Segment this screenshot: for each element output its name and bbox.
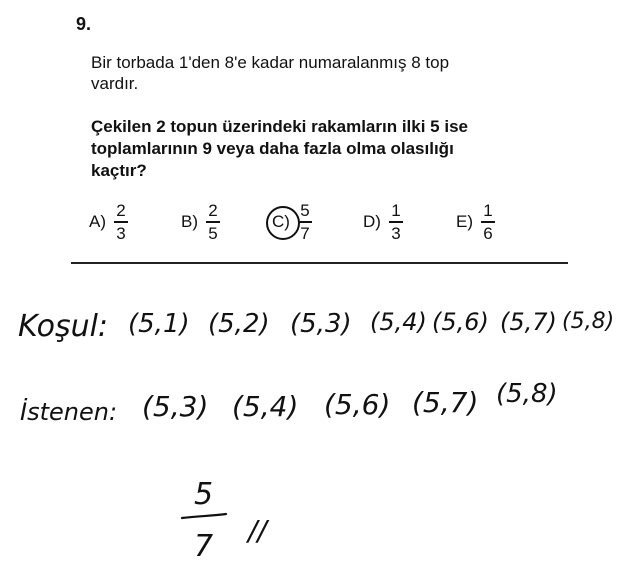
numerator: 5 bbox=[300, 201, 310, 220]
stem-line-2: vardır. bbox=[91, 74, 139, 93]
prompt-line-3: kaçtır? bbox=[91, 161, 147, 180]
denominator: 6 bbox=[483, 224, 493, 243]
option-letter: C) bbox=[272, 212, 290, 231]
istenen-pair: (5,4) bbox=[232, 390, 299, 423]
kosul-pair: (5,4) bbox=[370, 308, 427, 336]
kosul-pair: (5,7) bbox=[500, 308, 557, 336]
stem-line-1: Bir torbada 1'den 8'e kadar numaralanmış 8 top bbox=[91, 53, 450, 72]
denominator: 7 bbox=[300, 224, 310, 243]
numerator: 2 bbox=[116, 201, 126, 220]
kosul-pair: (5,3) bbox=[290, 309, 352, 339]
istenen-pair: (5,3) bbox=[142, 390, 209, 423]
prompt-line-2: toplamlarının 9 veya daha fazla olma olasılığı bbox=[91, 139, 454, 158]
denominator: 3 bbox=[116, 224, 126, 243]
kosul-pair: (5,1) bbox=[128, 309, 190, 339]
istenen-pair: (5,7) bbox=[412, 386, 479, 419]
istenen-label: İstenen: bbox=[20, 398, 118, 426]
kosul-label: Koşul: bbox=[18, 309, 109, 344]
option-letter: D) bbox=[363, 212, 381, 231]
answer-double-slash-mark: // bbox=[248, 514, 267, 547]
numerator: 1 bbox=[483, 201, 493, 220]
denominator: 3 bbox=[391, 224, 401, 243]
kosul-pair: (5,6) bbox=[432, 308, 489, 336]
numerator: 1 bbox=[391, 201, 401, 220]
numerator: 2 bbox=[208, 201, 218, 220]
answer-fraction-bar bbox=[182, 514, 226, 518]
answer-numerator: 5 bbox=[194, 477, 214, 512]
denominator: 5 bbox=[208, 224, 218, 243]
prompt-line-1: Çekilen 2 topun üzerindeki rakamların ilki 5 ise bbox=[91, 117, 468, 136]
kosul-pair: (5,2) bbox=[208, 309, 270, 339]
answer-denominator: 7 bbox=[194, 529, 214, 564]
istenen-pair: (5,6) bbox=[324, 388, 391, 421]
istenen-pair: (5,8) bbox=[496, 379, 558, 409]
option-letter: B) bbox=[181, 212, 198, 231]
option-letter: E) bbox=[456, 212, 473, 231]
option-letter: A) bbox=[89, 212, 106, 231]
kosul-pair: (5,8) bbox=[562, 309, 615, 334]
question-number: 9. bbox=[76, 14, 92, 34]
